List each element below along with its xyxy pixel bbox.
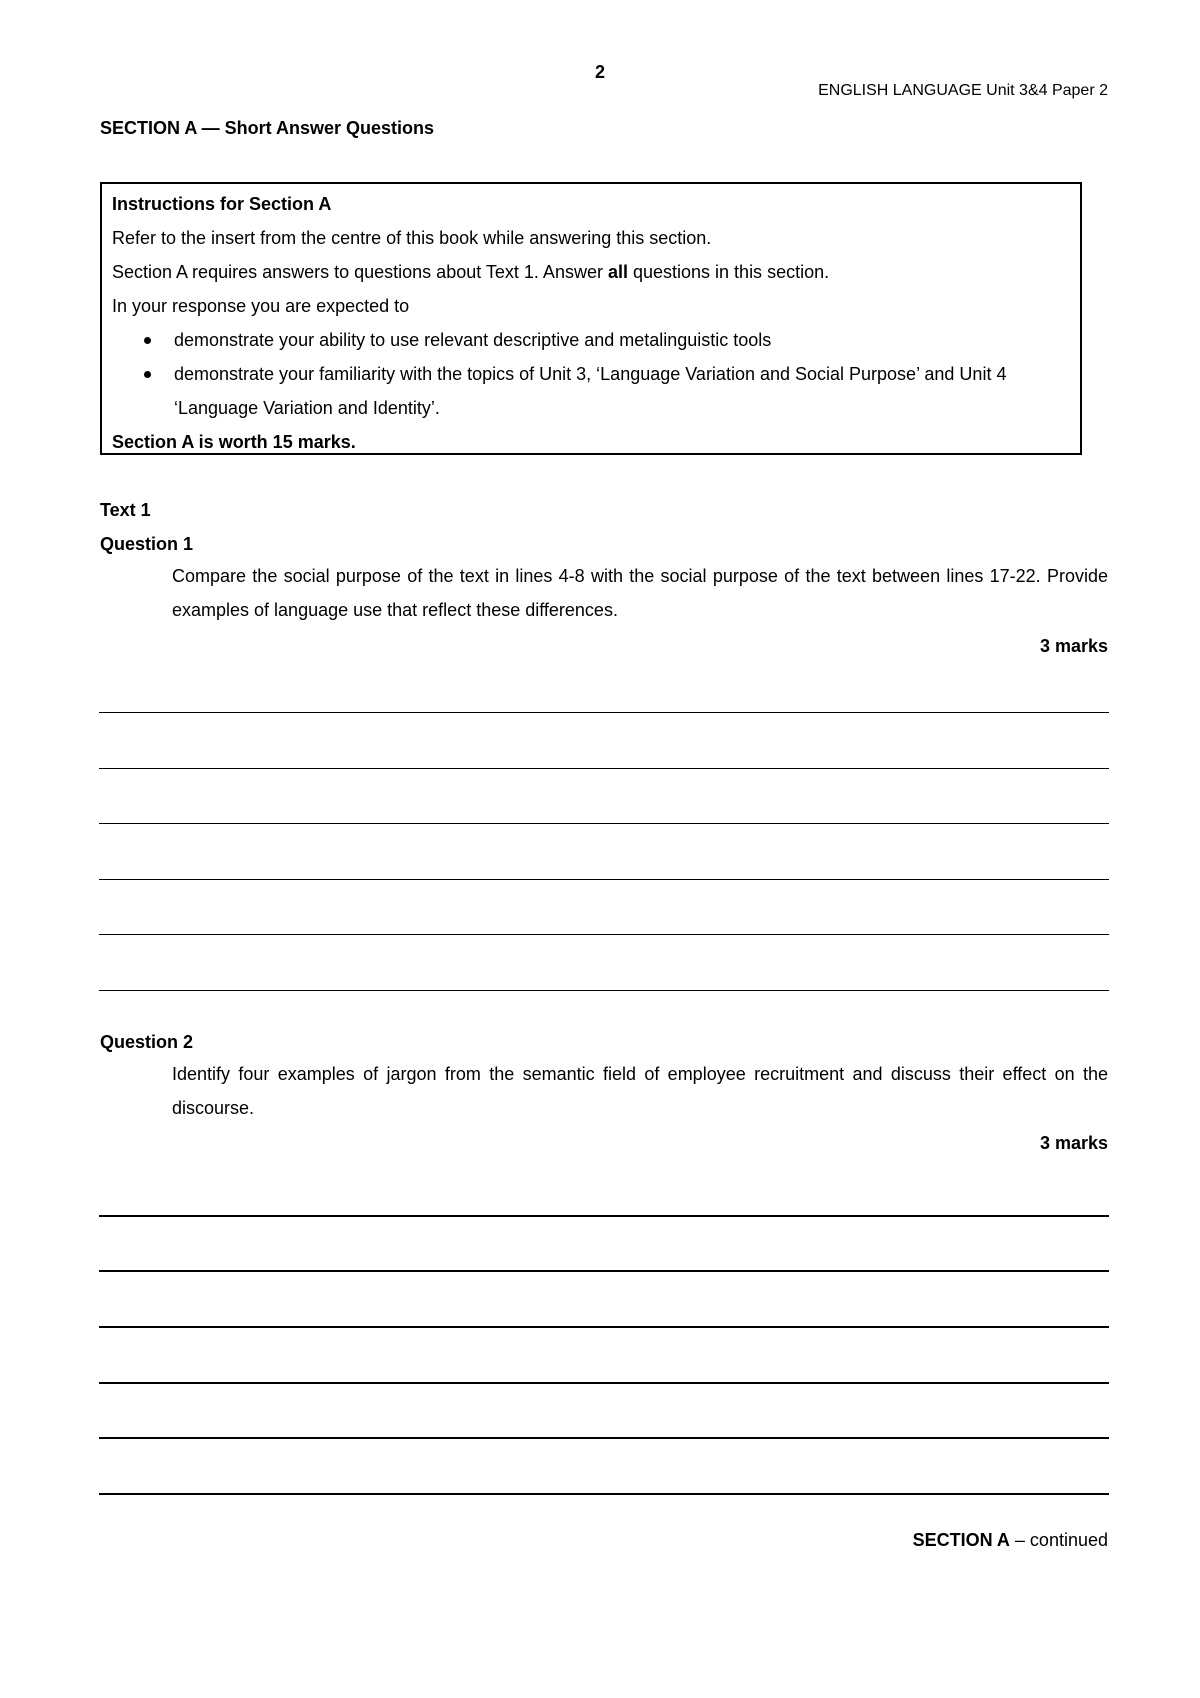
question-2-marks: 3 marks [1039,1133,1108,1153]
footer-section: SECTION A [912,1530,1010,1550]
instructions-line-answer-all-end: questions in this section. [627,262,830,282]
instructions-box [100,182,1082,455]
answer-line[interactable] [99,712,1109,713]
instructions-bullet-list [112,323,1070,425]
instructions-line-insert: Refer to the insert from the centre of this book while answering this section. [112,228,712,248]
instructions-heading: Instructions for Section A [112,194,332,214]
question-1-label: Question 1 [100,534,194,554]
question-2-label: Question 2 [100,1032,194,1052]
answer-line[interactable] [99,768,1109,769]
answer-line[interactable] [99,1493,1109,1495]
instructions-bullet-item [112,323,1070,357]
instructions-line-answer-all [112,255,1070,289]
footer-continued: – continued [1009,1530,1108,1550]
bullet-icon [144,371,151,378]
running-header: ENGLISH LANGUAGE Unit 3&4 Paper 2 [818,82,1108,99]
instructions-line-expected: In your response you are expected to [112,296,410,316]
answer-line[interactable] [99,1382,1109,1384]
answer-line[interactable] [99,990,1109,991]
instructions-bullet-text: demonstrate your ability to use relevant descriptive and metalinguistic tools [174,330,772,350]
instructions-all-emphasis: all [607,262,628,282]
question-1-text: Compare the social purpose of the text in lines 4-8 with the social purpose of the text between lines 17-22. Provide examples of language use that reflect these differences. [172,566,1108,620]
answer-line[interactable] [99,1215,1109,1217]
text-label: Text 1 [100,500,151,520]
answer-line[interactable] [99,1270,1109,1272]
page-number: 2 [594,62,605,82]
answer-line[interactable] [99,823,1109,824]
answer-line[interactable] [99,1437,1109,1439]
bullet-icon [144,337,151,344]
section-title: SECTION A — Short Answer Questions [100,118,435,138]
instructions-worth: Section A is worth 15 marks. [112,432,356,452]
answer-line[interactable] [99,1326,1109,1328]
question-2-text: Identify four examples of jargon from the semantic field of employee recruitment and discuss their effect on the discourse. [172,1064,1108,1118]
question-1-marks: 3 marks [1039,636,1108,656]
answer-line[interactable] [99,934,1109,935]
instructions-bullet-item [112,357,1070,425]
answer-line[interactable] [99,879,1109,880]
page-footer [913,1530,1108,1551]
instructions-bullet-text: demonstrate your familiarity with the topics of Unit 3, ‘Language Variation and Social Purpose’ and Unit 4 ‘Language Variation and Identity’. [174,364,1007,418]
instructions-line-answer-all-start: Section A requires answers to questions about Text 1. Answer [112,262,608,282]
